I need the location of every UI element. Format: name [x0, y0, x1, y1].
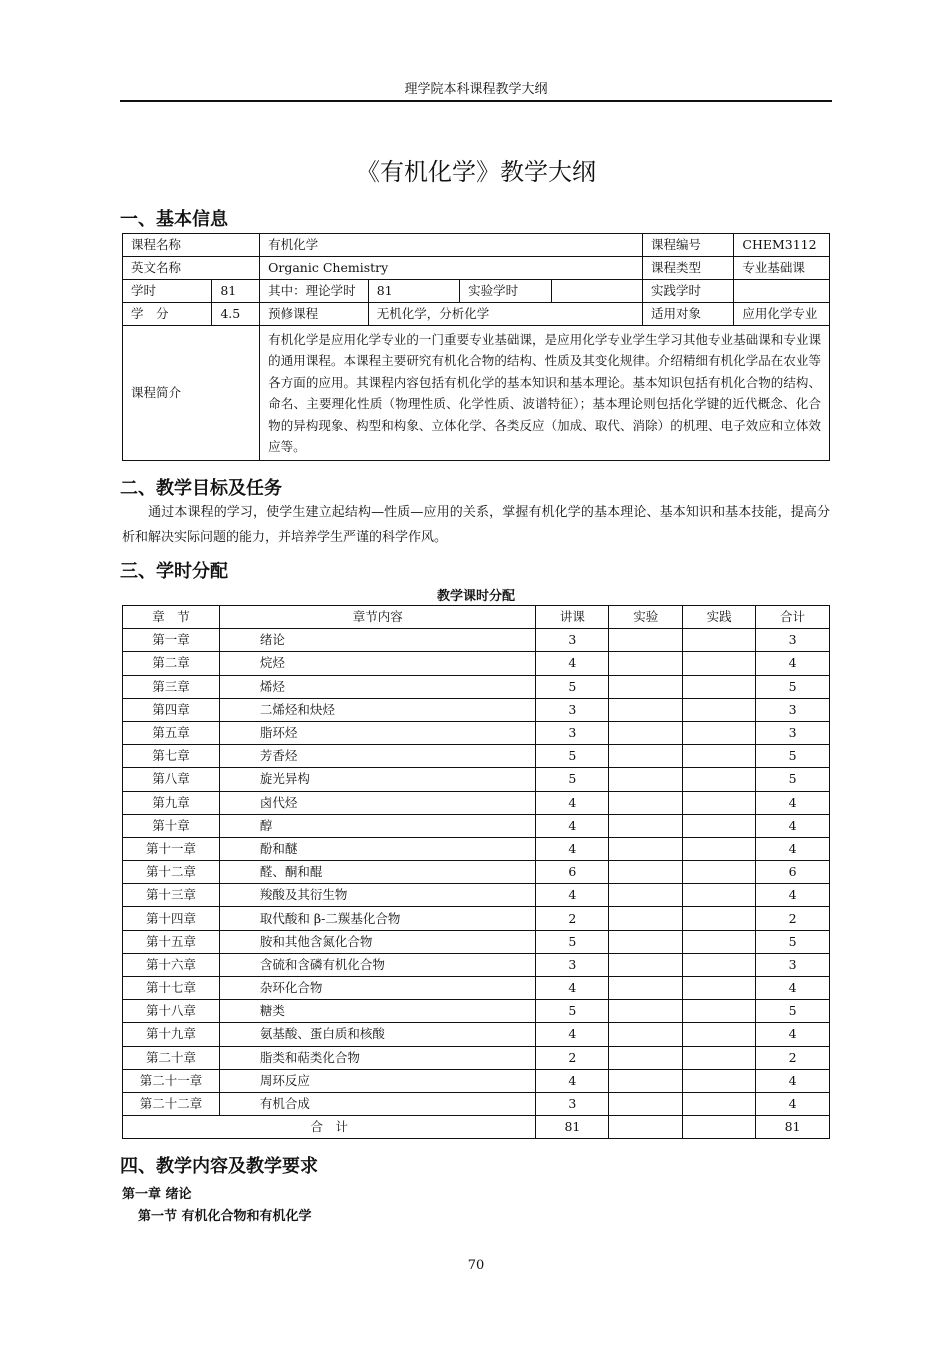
credits-value: 4.5 [212, 303, 260, 326]
hours-label: 学时 [123, 280, 212, 303]
prereq-label: 预修课程 [260, 303, 369, 326]
total-cell: 2 [756, 1046, 830, 1069]
content-cell: 芳香烃 [219, 745, 536, 768]
running-header: 理学院本科课程教学大纲 [404, 82, 548, 97]
total-cell: 5 [756, 675, 830, 698]
practice-cell [683, 884, 756, 907]
total-lecture: 81 [536, 1116, 609, 1139]
table-row [123, 837, 830, 860]
chapter-cell: 第四章 [123, 698, 220, 721]
chapter-cell: 第三章 [123, 675, 220, 698]
table-row [123, 907, 830, 930]
total-cell: 4 [756, 814, 830, 837]
lab-cell [609, 1046, 683, 1069]
lab-cell [609, 884, 683, 907]
lab-cell [609, 977, 683, 1000]
practice-cell [683, 629, 756, 652]
total-cell: 3 [756, 629, 830, 652]
lab-cell [609, 837, 683, 860]
chapter-cell: 第一章 [123, 629, 220, 652]
table-row [123, 721, 830, 744]
practice-cell [683, 861, 756, 884]
practice-cell [683, 1092, 756, 1115]
total-cell: 3 [756, 953, 830, 976]
lab-cell [609, 721, 683, 744]
content-cell: 胺和其他含氮化合物 [219, 930, 536, 953]
lab-cell [609, 953, 683, 976]
hours-value: 81 [212, 280, 260, 303]
practice-cell [683, 1023, 756, 1046]
intro-label: 课程简介 [123, 326, 260, 461]
total-cell: 5 [756, 930, 830, 953]
content-cell: 卤代烃 [219, 791, 536, 814]
total-lab [609, 1116, 683, 1139]
practice-cell [683, 745, 756, 768]
content-cell: 有机合成 [219, 1092, 536, 1115]
chapter-cell: 第十四章 [123, 907, 220, 930]
lab-cell [609, 768, 683, 791]
practice-cell [683, 837, 756, 860]
practice-hours-label: 实践学时 [642, 280, 733, 303]
total-cell: 4 [756, 837, 830, 860]
total-cell: 5 [756, 1000, 830, 1023]
section-heading-content: 四、教学内容及教学要求 [120, 1156, 318, 1177]
hours-table [122, 605, 830, 1139]
table-row [123, 280, 830, 303]
lab-cell [609, 629, 683, 652]
theory-hours-value: 81 [368, 280, 459, 303]
table-caption: 教学课时分配 [436, 589, 515, 604]
practice-cell [683, 1000, 756, 1023]
total-cell: 5 [756, 745, 830, 768]
lab-cell [609, 1092, 683, 1115]
basic-info-table [122, 233, 830, 461]
credits-label: 学 分 [123, 303, 212, 326]
practice-cell [683, 814, 756, 837]
course-type-value: 专业基础课 [734, 257, 830, 280]
lecture-cell: 5 [536, 930, 609, 953]
table-row [123, 1000, 830, 1023]
audience-value: 应用化学专业 [734, 303, 830, 326]
chapter-cell: 第十一章 [123, 837, 220, 860]
lecture-cell: 4 [536, 791, 609, 814]
header-lecture: 讲课 [536, 606, 609, 629]
chapter-cell: 第十三章 [123, 884, 220, 907]
course-code-value: CHEM3112 [734, 234, 830, 257]
header-chapter: 章 节 [123, 606, 220, 629]
table-row [123, 884, 830, 907]
table-header-row [123, 606, 830, 629]
table-row [123, 953, 830, 976]
lecture-cell: 3 [536, 721, 609, 744]
table-row [123, 652, 830, 675]
section-heading-objectives: 二、教学目标及任务 [120, 478, 282, 499]
lecture-cell: 3 [536, 953, 609, 976]
lecture-cell: 2 [536, 1046, 609, 1069]
english-name-value: Organic Chemistry [260, 257, 643, 280]
content-cell: 周环反应 [219, 1069, 536, 1092]
lab-cell [609, 1000, 683, 1023]
lecture-cell: 5 [536, 1000, 609, 1023]
section-heading-basic-info: 一、基本信息 [120, 209, 228, 230]
content-cell: 二烯烃和炔烃 [219, 698, 536, 721]
lecture-cell: 5 [536, 768, 609, 791]
content-cell: 取代酸和 β-二羰基化合物 [219, 907, 536, 930]
chapter-heading: 第一章 绪论 [122, 1187, 192, 1202]
practice-cell [683, 907, 756, 930]
lecture-cell: 6 [536, 861, 609, 884]
lab-hours-value [551, 280, 642, 303]
content-cell: 氨基酸、蛋白质和核酸 [219, 1023, 536, 1046]
table-row [123, 257, 830, 280]
lecture-cell: 4 [536, 884, 609, 907]
audience-label: 适用对象 [642, 303, 733, 326]
chapter-cell: 第十六章 [123, 953, 220, 976]
course-name-value: 有机化学 [260, 234, 643, 257]
objectives-paragraph [122, 500, 830, 550]
content-cell: 脂环烃 [219, 721, 536, 744]
lecture-cell: 4 [536, 1069, 609, 1092]
practice-cell [683, 1046, 756, 1069]
lecture-cell: 3 [536, 698, 609, 721]
document-title: 《有机化学》教学大纲 [356, 158, 596, 186]
lab-cell [609, 1023, 683, 1046]
lab-cell [609, 861, 683, 884]
practice-cell [683, 675, 756, 698]
lab-cell [609, 675, 683, 698]
lecture-cell: 3 [536, 629, 609, 652]
table-row [123, 1092, 830, 1115]
chapter-cell: 第十七章 [123, 977, 220, 1000]
header-rule [120, 100, 832, 102]
chapter-cell: 第二十二章 [123, 1092, 220, 1115]
lecture-cell: 2 [536, 907, 609, 930]
lab-cell [609, 745, 683, 768]
practice-cell [683, 652, 756, 675]
practice-hours-value [734, 280, 830, 303]
table-row [123, 303, 830, 326]
content-cell: 绪论 [219, 629, 536, 652]
chapter-cell: 第十章 [123, 814, 220, 837]
table-row [123, 814, 830, 837]
content-cell: 醛、酮和醌 [219, 861, 536, 884]
course-name-label: 课程名称 [123, 234, 260, 257]
content-cell: 杂环化合物 [219, 977, 536, 1000]
total-label: 合 计 [123, 1116, 536, 1139]
chapter-cell: 第二十章 [123, 1046, 220, 1069]
table-row [123, 930, 830, 953]
chapter-cell: 第八章 [123, 768, 220, 791]
header-content: 章节内容 [219, 606, 536, 629]
lab-cell [609, 652, 683, 675]
practice-cell [683, 721, 756, 744]
content-cell: 羧酸及其衍生物 [219, 884, 536, 907]
lab-cell [609, 698, 683, 721]
table-row [123, 1046, 830, 1069]
section-subheading: 第一节 有机化合物和有机化学 [138, 1209, 312, 1224]
prereq-value: 无机化学，分析化学 [368, 303, 642, 326]
chapter-cell: 第十九章 [123, 1023, 220, 1046]
chapter-cell: 第九章 [123, 791, 220, 814]
english-name-label: 英文名称 [123, 257, 260, 280]
objectives-text: 通过本课程的学习，使学生建立起结构—性质—应用的关系，掌握有机化学的基本理论、基本知识和基本技能，提高分析和解决实际问题的能力，并培养学生严谨的科学作风。 [122, 505, 830, 545]
content-cell: 酚和醚 [219, 837, 536, 860]
content-cell: 旋光异构 [219, 768, 536, 791]
table-row [123, 745, 830, 768]
lab-cell [609, 930, 683, 953]
content-cell: 烯烃 [219, 675, 536, 698]
content-cell: 烷烃 [219, 652, 536, 675]
chapter-cell: 第十八章 [123, 1000, 220, 1023]
total-cell: 2 [756, 907, 830, 930]
theory-hours-label: 其中：理论学时 [260, 280, 369, 303]
practice-cell [683, 953, 756, 976]
lecture-cell: 5 [536, 675, 609, 698]
total-cell: 4 [756, 791, 830, 814]
total-cell: 4 [756, 652, 830, 675]
total-cell: 4 [756, 1069, 830, 1092]
table-row [123, 234, 830, 257]
total-cell: 4 [756, 884, 830, 907]
total-cell: 3 [756, 721, 830, 744]
lecture-cell: 4 [536, 1023, 609, 1046]
total-cell: 5 [756, 768, 830, 791]
lecture-cell: 4 [536, 977, 609, 1000]
lab-cell [609, 907, 683, 930]
total-cell: 4 [756, 1092, 830, 1115]
chapter-cell: 第二章 [123, 652, 220, 675]
header-practice: 实践 [683, 606, 756, 629]
table-row [123, 1023, 830, 1046]
lecture-cell: 5 [536, 745, 609, 768]
table-row [123, 326, 830, 461]
practice-cell [683, 698, 756, 721]
chapter-cell: 第十二章 [123, 861, 220, 884]
table-row [123, 675, 830, 698]
chapter-cell: 第七章 [123, 745, 220, 768]
table-row [123, 791, 830, 814]
lab-hours-label: 实验学时 [460, 280, 551, 303]
table-row [123, 861, 830, 884]
total-cell: 6 [756, 861, 830, 884]
lab-cell [609, 791, 683, 814]
lecture-cell: 4 [536, 652, 609, 675]
table-row [123, 768, 830, 791]
practice-cell [683, 768, 756, 791]
table-row [123, 977, 830, 1000]
table-row [123, 629, 830, 652]
header-total: 合计 [756, 606, 830, 629]
lecture-cell: 4 [536, 814, 609, 837]
lab-cell [609, 1069, 683, 1092]
total-sum: 81 [756, 1116, 830, 1139]
content-cell: 醇 [219, 814, 536, 837]
page-number: 70 [467, 1258, 485, 1273]
course-code-label: 课程编号 [642, 234, 733, 257]
chapter-cell: 第二十一章 [123, 1069, 220, 1092]
chapter-cell: 第五章 [123, 721, 220, 744]
total-cell: 3 [756, 698, 830, 721]
content-cell: 糖类 [219, 1000, 536, 1023]
header-lab: 实验 [609, 606, 683, 629]
practice-cell [683, 977, 756, 1000]
lab-cell [609, 814, 683, 837]
total-row [123, 1116, 830, 1139]
table-row [123, 1069, 830, 1092]
chapter-cell: 第十五章 [123, 930, 220, 953]
lecture-cell: 3 [536, 1092, 609, 1115]
content-cell: 含硫和含磷有机化合物 [219, 953, 536, 976]
total-cell: 4 [756, 1023, 830, 1046]
intro-text: 有机化学是应用化学专业的一门重要专业基础课，是应用化学专业学生学习其他专业基础课和专业课的通用课程。本课程主要研究有机化合物的结构、性质及其变化规律。介绍精细有机化学品在农业等各方面的应用。其课程内容包括有机化学的基本知识和基本理论。基本知识包括有机化合物的结构、命名、主要理化性质（物理性质、化学性质、波谱特征）；基本理论则包括化学键的近代概念、化合物的异构现象、构型和构象、立体化学、各类反应（加成、取代、消除）的机理、电子效应和立体效应等。 [260, 326, 830, 461]
practice-cell [683, 930, 756, 953]
lecture-cell: 4 [536, 837, 609, 860]
total-practice [683, 1116, 756, 1139]
table-row [123, 698, 830, 721]
content-cell: 脂类和萜类化合物 [219, 1046, 536, 1069]
course-type-label: 课程类型 [642, 257, 733, 280]
practice-cell [683, 791, 756, 814]
total-cell: 4 [756, 977, 830, 1000]
practice-cell [683, 1069, 756, 1092]
section-heading-hours: 三、学时分配 [120, 561, 228, 582]
